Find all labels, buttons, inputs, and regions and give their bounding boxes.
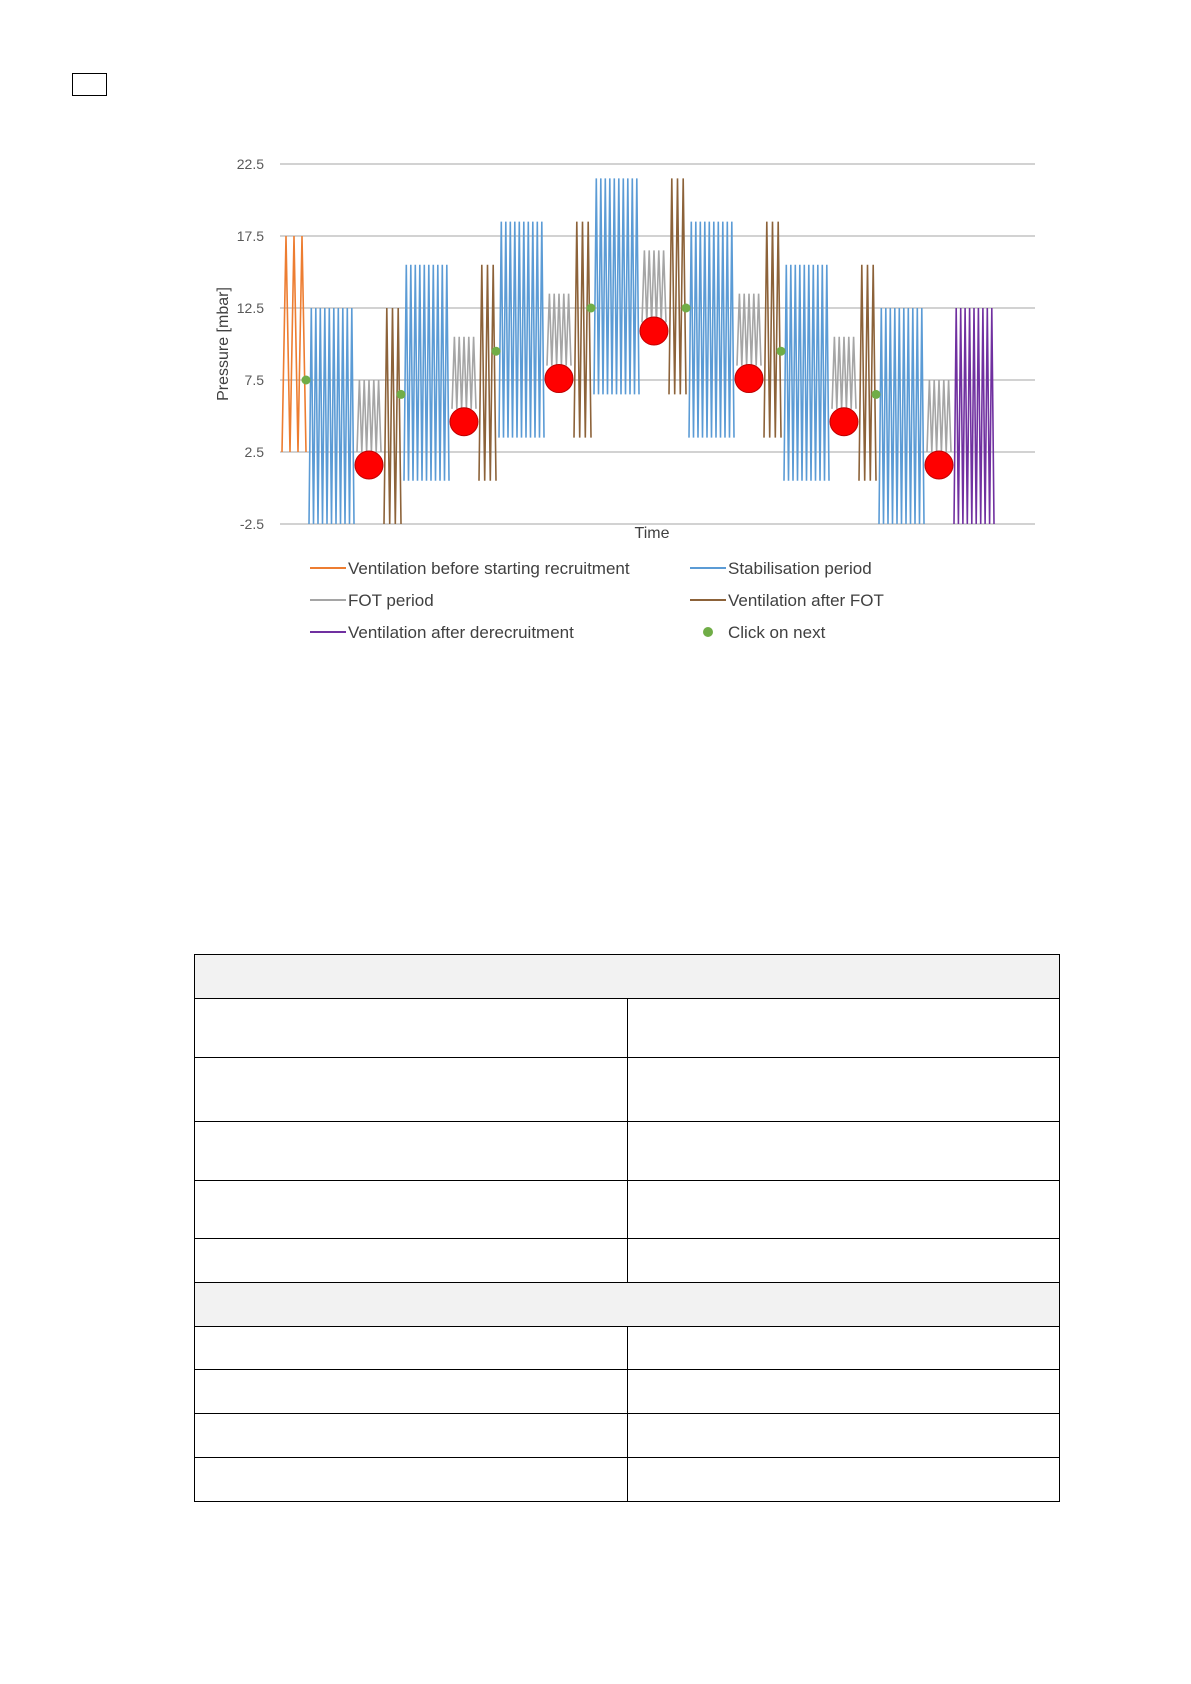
table-cell xyxy=(627,1327,1060,1370)
series-segment-after-fot xyxy=(764,222,781,438)
x-axis-title: Time xyxy=(634,525,670,542)
series-segment-after-fot xyxy=(574,222,591,438)
legend xyxy=(310,559,884,642)
series-segment-stabilisation xyxy=(594,178,639,394)
table-row xyxy=(195,1458,1060,1502)
table-cell xyxy=(195,1283,1060,1327)
y-tick-label: 2.5 xyxy=(244,444,264,460)
table-cell xyxy=(195,1458,628,1502)
series-segment-fot xyxy=(737,294,761,366)
table-cell xyxy=(627,1458,1060,1502)
series-lines xyxy=(282,178,994,524)
info-table xyxy=(194,954,1060,1502)
y-tick-label: 17.5 xyxy=(236,228,264,244)
y-tick-label: 22.5 xyxy=(236,156,264,172)
red-marker xyxy=(355,451,383,479)
legend-item xyxy=(703,623,826,642)
y-axis-title: Pressure [mbar] xyxy=(215,287,232,401)
table-section-header xyxy=(195,1283,1060,1327)
series-segment-after-derecruitment xyxy=(954,308,994,524)
series-segment-ventilation-before xyxy=(282,236,306,452)
table-cell xyxy=(195,1370,628,1414)
table-cell xyxy=(195,1122,628,1181)
pressure-chart xyxy=(0,0,1191,700)
series-segment-stabilisation xyxy=(309,308,354,524)
table-section-header xyxy=(195,955,1060,999)
table-cell xyxy=(195,1414,628,1458)
y-tick-label: 12.5 xyxy=(236,300,264,316)
series-segment-stabilisation xyxy=(689,222,734,438)
series-segment-fot xyxy=(832,337,856,409)
y-tick-labels xyxy=(237,156,264,532)
table-cell xyxy=(627,1122,1060,1181)
red-marker xyxy=(450,408,478,436)
legend-label: FOT period xyxy=(348,591,434,610)
series-segment-fot xyxy=(452,337,476,409)
series-segment-stabilisation xyxy=(879,308,924,524)
table-cell xyxy=(627,1239,1060,1283)
red-marker xyxy=(545,365,573,393)
table-cell xyxy=(195,999,628,1058)
click-point xyxy=(682,304,691,313)
legend-label: Ventilation before starting recruitment xyxy=(348,559,630,578)
click-point xyxy=(397,390,406,399)
legend-label: Stabilisation period xyxy=(728,559,872,578)
table-cell xyxy=(627,1181,1060,1239)
click-point xyxy=(587,304,596,313)
red-marker xyxy=(640,317,668,345)
red-marker xyxy=(830,408,858,436)
click-point xyxy=(492,347,501,356)
legend-item xyxy=(310,623,574,642)
red-marker xyxy=(925,451,953,479)
series-segment-after-fot xyxy=(479,265,496,481)
table-cell xyxy=(195,1181,628,1239)
legend-item xyxy=(310,559,630,578)
click-point xyxy=(302,376,311,385)
legend-dot xyxy=(703,627,713,637)
table-cell xyxy=(627,1370,1060,1414)
table-cell xyxy=(195,1058,628,1122)
click-point xyxy=(872,390,881,399)
series-segment-fot xyxy=(927,380,951,452)
series-segment-fot xyxy=(357,380,381,452)
series-segment-after-fot xyxy=(669,178,686,394)
table-row xyxy=(195,1414,1060,1458)
series-segment-stabilisation xyxy=(499,222,544,438)
table-row xyxy=(195,1327,1060,1370)
table-cell xyxy=(195,1327,628,1370)
table-row xyxy=(195,1181,1060,1239)
table-cell xyxy=(627,1414,1060,1458)
series-segment-stabilisation xyxy=(404,265,449,481)
y-tick-label: -2.5 xyxy=(239,516,264,532)
table-row xyxy=(195,1058,1060,1122)
legend-label: Ventilation after derecruitment xyxy=(348,623,574,642)
table-row xyxy=(195,999,1060,1058)
legend-item xyxy=(690,591,884,610)
series-segment-stabilisation xyxy=(784,265,829,481)
series-segment-fot xyxy=(642,250,666,322)
legend-item xyxy=(690,559,872,578)
table-cell xyxy=(195,955,1060,999)
table-row xyxy=(195,1370,1060,1414)
table-cell xyxy=(627,999,1060,1058)
red-marker xyxy=(735,365,763,393)
legend-item xyxy=(310,591,434,610)
table-cell xyxy=(195,1239,628,1283)
table-cell xyxy=(627,1058,1060,1122)
table-row xyxy=(195,1239,1060,1283)
click-point xyxy=(777,347,786,356)
series-segment-after-fot xyxy=(384,308,401,524)
table-row xyxy=(195,1122,1060,1181)
series-segment-after-fot xyxy=(859,265,876,481)
legend-label: Click on next xyxy=(728,623,826,642)
legend-label: Ventilation after FOT xyxy=(728,591,884,610)
y-tick-label: 7.5 xyxy=(244,372,264,388)
series-segment-fot xyxy=(547,294,571,366)
